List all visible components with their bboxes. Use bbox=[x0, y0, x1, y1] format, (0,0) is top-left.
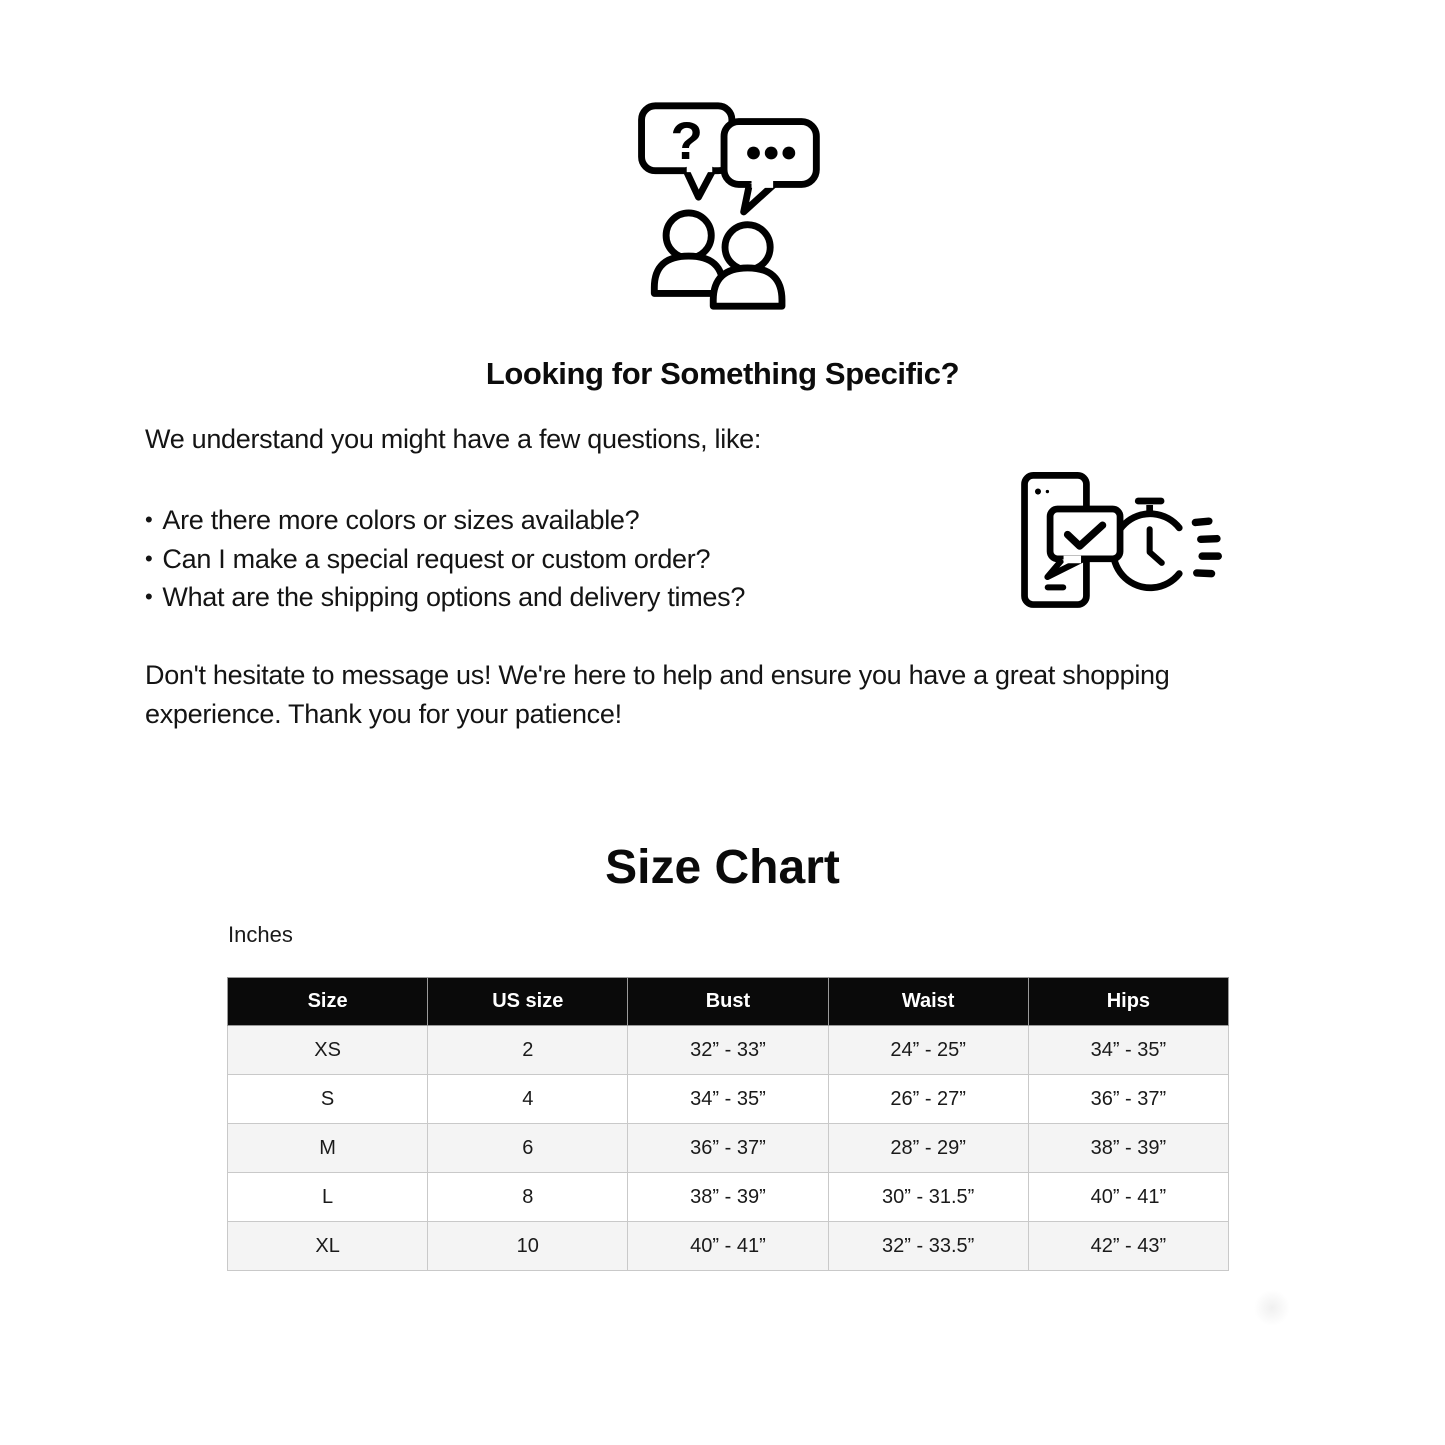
cell-us: 4 bbox=[428, 1075, 628, 1124]
table-header-row bbox=[228, 978, 1229, 1026]
column-header-us-size: US size bbox=[428, 978, 628, 1026]
cell-bust: 40” - 41” bbox=[628, 1222, 828, 1271]
cell-hips: 36” - 37” bbox=[1028, 1075, 1228, 1124]
chat-question-icon bbox=[626, 98, 826, 316]
units-label: Inches bbox=[228, 922, 293, 947]
cell-hips: 40” - 41” bbox=[1028, 1173, 1228, 1222]
cell-bust: 34” - 35” bbox=[628, 1075, 828, 1124]
faint-watermark bbox=[1248, 1284, 1296, 1332]
cell-size: M bbox=[228, 1124, 428, 1173]
cell-hips: 38” - 39” bbox=[1028, 1124, 1228, 1173]
intro-text: We understand you might have a few questions, like: bbox=[145, 424, 762, 454]
table-row bbox=[228, 1173, 1229, 1222]
cell-bust: 38” - 39” bbox=[628, 1173, 828, 1222]
column-header-bust: Bust bbox=[628, 978, 828, 1026]
size-chart-table bbox=[227, 977, 1229, 1271]
cell-waist: 28” - 29” bbox=[828, 1124, 1028, 1173]
table-row bbox=[228, 1075, 1229, 1124]
bullet-glyph: • bbox=[145, 545, 153, 571]
question-text: What are the shipping options and delivery times? bbox=[162, 582, 746, 612]
cell-hips: 42” - 43” bbox=[1028, 1222, 1228, 1271]
table-row bbox=[228, 1222, 1229, 1271]
question-text: Can I make a special request or custom order? bbox=[162, 543, 711, 574]
list-item bbox=[145, 578, 1005, 617]
cell-size: XS bbox=[228, 1026, 428, 1075]
table-row bbox=[228, 1124, 1229, 1173]
question-list bbox=[145, 501, 1005, 617]
cell-size: L bbox=[228, 1173, 428, 1222]
table-row bbox=[228, 1026, 1229, 1075]
cell-us: 10 bbox=[428, 1222, 628, 1271]
svg-text:?: ? bbox=[670, 111, 703, 171]
cell-waist: 24” - 25” bbox=[828, 1026, 1028, 1075]
page-title: Looking for Something Specific? bbox=[485, 356, 960, 391]
closing-text: Don't hesitate to message us! We're here to help and ensure you have a great shopping experience. Thank you for your patience! bbox=[145, 660, 1170, 729]
column-header-hips: Hips bbox=[1028, 978, 1228, 1026]
list-item bbox=[145, 501, 1005, 540]
bullet-glyph: • bbox=[145, 584, 153, 609]
list-item bbox=[145, 540, 1005, 579]
cell-us: 8 bbox=[428, 1173, 628, 1222]
cell-size: S bbox=[228, 1075, 428, 1124]
column-header-size: Size bbox=[228, 978, 428, 1026]
cell-waist: 26” - 27” bbox=[828, 1075, 1028, 1124]
cell-us: 6 bbox=[428, 1124, 628, 1173]
size-chart-title: Size Chart bbox=[605, 841, 840, 894]
column-header-waist: Waist bbox=[828, 978, 1028, 1026]
cell-bust: 36” - 37” bbox=[628, 1124, 828, 1173]
cell-waist: 30” - 31.5” bbox=[828, 1173, 1028, 1222]
cell-bust: 32” - 33” bbox=[628, 1026, 828, 1075]
cell-hips: 34” - 35” bbox=[1028, 1026, 1228, 1075]
quick-reply-phone-timer-icon bbox=[1003, 466, 1225, 618]
cell-us: 2 bbox=[428, 1026, 628, 1075]
question-text: Are there more colors or sizes available? bbox=[162, 505, 640, 535]
cell-waist: 32” - 33.5” bbox=[828, 1222, 1028, 1271]
cell-size: XL bbox=[228, 1222, 428, 1271]
bullet-glyph: • bbox=[145, 507, 153, 532]
